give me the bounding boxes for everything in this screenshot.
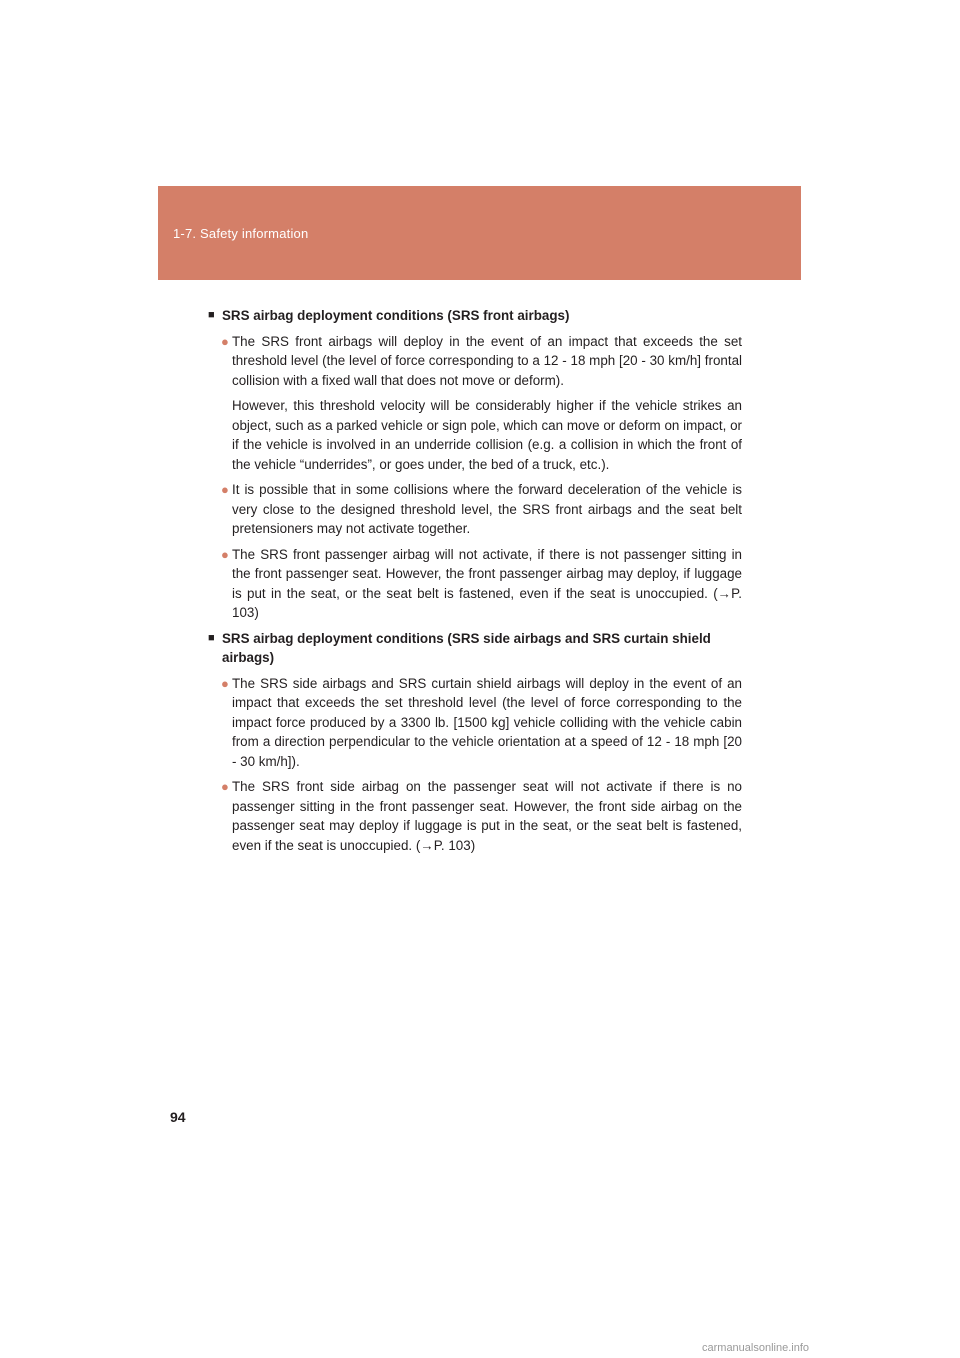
section-heading [208,306,742,326]
circle-bullet-icon: ● [221,675,229,691]
list-item-text: It is possible that in some collisions where the forward deceleration of the vehicle is very close to the designed threshold level, the SRS front airbags and the seat belt pretensioners may not activate together. [232,482,742,536]
circle-bullet-icon: ● [221,482,229,497]
list-item [208,332,742,391]
square-bullet-icon: ■ [208,309,215,321]
list-item-text: The SRS side airbags and SRS curtain shield airbags will deploy in the event of an impact that exceeds the set threshold level (the level of force corresponding to the impact force produced by a 3300 lb. [1500 kg] vehicle colliding with the vehicle cabin from a direction perpendicular to the vehicle orientation at a speed of 12 - 18 mph [20 - 30 km/h]). [232,675,742,769]
list-item-text: The SRS front side airbag on the passenger seat will not activate if there is no passenger sitting in the front passenger seat. However, the front side airbag on the passenger seat may deploy if luggage is put in the seat, or the seat belt is fastened, even if the seat is unoccupied. (→P. 103) [232,779,742,853]
circle-bullet-icon: ● [221,546,229,562]
circle-bullet-icon: ● [221,333,229,349]
list-item-text: The SRS front passenger airbag will not activate, if there is not passenger sitting in the front passenger seat. However, the front passenger airbag may deploy, if luggage is put in the seat, or the seat belt is fastened, even if the seat is unoccupied. (→P. 103) [232,546,742,620]
list-item [208,674,742,772]
watermark: carmanualsonline.info [702,1342,810,1354]
heading-text: SRS airbag deployment conditions (SRS side airbags and SRS curtain shield airbags) [222,630,711,665]
page-content [208,306,742,861]
section-title: 1-7. Safety information [173,226,309,241]
page-number: 94 [170,1109,186,1125]
square-bullet-icon: ■ [208,631,215,644]
list-item [208,545,742,623]
list-item [208,480,742,539]
list-item-text: The SRS front airbags will deploy in the event of an impact that exceeds the set threshold level (the level of force corresponding to a 12 - 18 mph [20 - 30 km/h] frontal collision with a fixed wall that does not move or deform). [232,333,742,388]
circle-bullet-icon: ● [221,779,229,794]
section-heading [208,629,742,668]
list-item [208,777,742,855]
list-item-continuation: However, this threshold velocity will be considerably higher if the vehicle strikes an object, such as a parked vehicle or sign pole, which can move or deform on impact, or if the vehicle is involved in an underride collision (e.g. a collision in which the front of the vehicle “underrides”, or goes under, the bed of a truck, etc.). [232,398,742,472]
heading-text: SRS airbag deployment conditions (SRS front airbags) [222,308,570,323]
section-header-band [158,186,801,280]
